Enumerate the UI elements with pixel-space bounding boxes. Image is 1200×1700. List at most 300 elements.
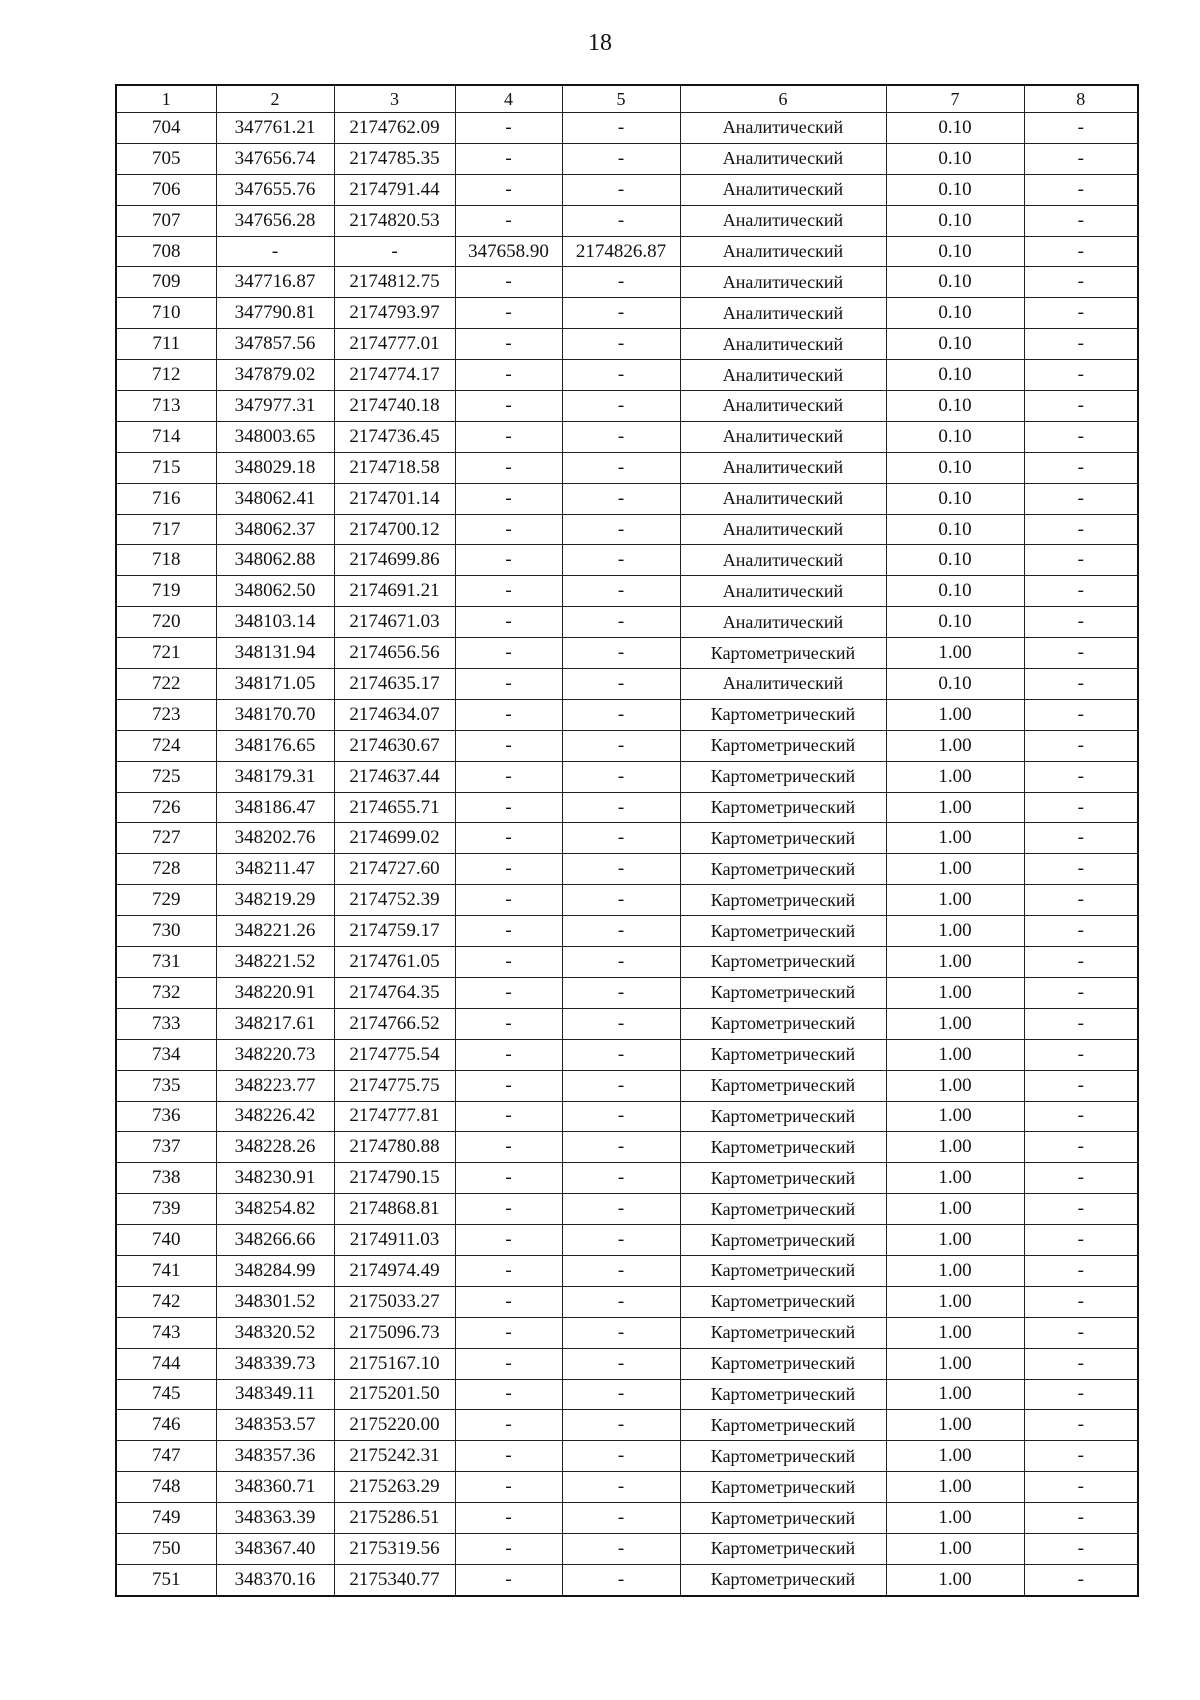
table-cell-col-1: 733 xyxy=(116,1008,216,1039)
table-cell-col-8: - xyxy=(1024,143,1138,174)
table-cell-col-2: 348220.73 xyxy=(216,1039,334,1070)
table-cell-col-8: - xyxy=(1024,916,1138,947)
table-cell-col-7: 1.00 xyxy=(886,1379,1024,1410)
table-cell-col-4: - xyxy=(455,421,562,452)
table-row xyxy=(116,977,1138,1008)
table-cell-col-2: 348062.88 xyxy=(216,545,334,576)
table-cell-col-4: - xyxy=(455,977,562,1008)
table-cell-col-5: - xyxy=(562,977,680,1008)
table-cell-col-1: 718 xyxy=(116,545,216,576)
table-cell-col-2: 348226.42 xyxy=(216,1101,334,1132)
table-cell-col-3: 2174775.75 xyxy=(334,1070,455,1101)
table-cell-col-4: - xyxy=(455,1255,562,1286)
table-cell-col-2: 348339.73 xyxy=(216,1348,334,1379)
table-cell-col-3: 2174699.02 xyxy=(334,823,455,854)
table-row xyxy=(116,1410,1138,1441)
table-cell-col-3: 2174911.03 xyxy=(334,1225,455,1256)
table-cell-col-7: 0.10 xyxy=(886,483,1024,514)
table-cell-col-8: - xyxy=(1024,1039,1138,1070)
table-cell-col-4: - xyxy=(455,1348,562,1379)
table-row xyxy=(116,1379,1138,1410)
table-cell-col-2: 348003.65 xyxy=(216,421,334,452)
table-cell-col-4: - xyxy=(455,174,562,205)
table-cell-col-2: 347977.31 xyxy=(216,391,334,422)
table-row xyxy=(116,452,1138,483)
table-cell-col-6: Аналитический xyxy=(680,236,886,267)
table-cell-col-3: 2174766.52 xyxy=(334,1008,455,1039)
table-cell-col-1: 710 xyxy=(116,298,216,329)
table-cell-col-2: 348353.57 xyxy=(216,1410,334,1441)
table-cell-col-1: 716 xyxy=(116,483,216,514)
table-cell-col-1: 746 xyxy=(116,1410,216,1441)
table-cell-col-2: 348217.61 xyxy=(216,1008,334,1039)
table-cell-col-5: - xyxy=(562,452,680,483)
table-cell-col-6: Картометрический xyxy=(680,1132,886,1163)
table-cell-col-4: - xyxy=(455,1008,562,1039)
table-cell-col-3: 2174700.12 xyxy=(334,514,455,545)
table-cell-col-7: 1.00 xyxy=(886,1472,1024,1503)
table-cell-col-4: - xyxy=(455,1533,562,1564)
table-cell-col-5: - xyxy=(562,576,680,607)
table-cell-col-2: 347790.81 xyxy=(216,298,334,329)
table-cell-col-1: 747 xyxy=(116,1441,216,1472)
table-cell-col-1: 735 xyxy=(116,1070,216,1101)
table-cell-col-8: - xyxy=(1024,761,1138,792)
table-cell-col-6: Картометрический xyxy=(680,792,886,823)
table-cell-col-1: 730 xyxy=(116,916,216,947)
table-body xyxy=(116,113,1138,1596)
column-header-7: 7 xyxy=(886,85,1024,113)
table-cell-col-8: - xyxy=(1024,607,1138,638)
table-cell-col-8: - xyxy=(1024,452,1138,483)
table-cell-col-6: Аналитический xyxy=(680,576,886,607)
table-cell-col-8: - xyxy=(1024,1564,1138,1595)
table-row xyxy=(116,607,1138,638)
table-cell-col-2: 348228.26 xyxy=(216,1132,334,1163)
table-row xyxy=(116,1039,1138,1070)
table-cell-col-4: - xyxy=(455,1194,562,1225)
table-cell-col-8: - xyxy=(1024,113,1138,144)
table-cell-col-1: 749 xyxy=(116,1503,216,1534)
table-cell-col-4: - xyxy=(455,607,562,638)
table-cell-col-2: 348179.31 xyxy=(216,761,334,792)
table-cell-col-8: - xyxy=(1024,1533,1138,1564)
table-cell-col-7: 1.00 xyxy=(886,1317,1024,1348)
table-cell-col-5: - xyxy=(562,267,680,298)
table-cell-col-3: 2174820.53 xyxy=(334,205,455,236)
column-header-2: 2 xyxy=(216,85,334,113)
table-cell-col-7: 1.00 xyxy=(886,1194,1024,1225)
table-cell-col-8: - xyxy=(1024,1503,1138,1534)
table-cell-col-8: - xyxy=(1024,421,1138,452)
table-cell-col-4: - xyxy=(455,638,562,669)
table-cell-col-7: 1.00 xyxy=(886,1070,1024,1101)
table-cell-col-2: 348219.29 xyxy=(216,885,334,916)
table-cell-col-1: 717 xyxy=(116,514,216,545)
table-cell-col-2: 348211.47 xyxy=(216,854,334,885)
table-cell-col-1: 724 xyxy=(116,730,216,761)
table-cell-col-4: - xyxy=(455,1132,562,1163)
table-cell-col-8: - xyxy=(1024,1317,1138,1348)
table-cell-col-1: 738 xyxy=(116,1163,216,1194)
table-cell-col-5: - xyxy=(562,205,680,236)
table-cell-col-1: 734 xyxy=(116,1039,216,1070)
table-cell-col-7: 0.10 xyxy=(886,143,1024,174)
table-cell-col-5: - xyxy=(562,1379,680,1410)
column-header-8: 8 xyxy=(1024,85,1138,113)
table-cell-col-1: 706 xyxy=(116,174,216,205)
table-cell-col-1: 705 xyxy=(116,143,216,174)
table-cell-col-3: 2175340.77 xyxy=(334,1564,455,1595)
table-cell-col-2: 348301.52 xyxy=(216,1286,334,1317)
table-cell-col-8: - xyxy=(1024,1225,1138,1256)
table-cell-col-7: 0.10 xyxy=(886,236,1024,267)
table-cell-col-5: - xyxy=(562,143,680,174)
table-row xyxy=(116,113,1138,144)
table-cell-col-2: 348320.52 xyxy=(216,1317,334,1348)
table-cell-col-7: 1.00 xyxy=(886,854,1024,885)
table-cell-col-2: 347857.56 xyxy=(216,329,334,360)
table-cell-col-5: - xyxy=(562,823,680,854)
table-cell-col-3: 2174635.17 xyxy=(334,669,455,700)
table-cell-col-1: 731 xyxy=(116,947,216,978)
table-cell-col-3: 2175096.73 xyxy=(334,1317,455,1348)
table-cell-col-2: 347655.76 xyxy=(216,174,334,205)
table-cell-col-7: 0.10 xyxy=(886,391,1024,422)
table-row xyxy=(116,885,1138,916)
table-cell-col-2: 348254.82 xyxy=(216,1194,334,1225)
table-cell-col-4: - xyxy=(455,360,562,391)
table-cell-col-4: - xyxy=(455,1410,562,1441)
table-cell-col-3: 2174701.14 xyxy=(334,483,455,514)
table-cell-col-8: - xyxy=(1024,1379,1138,1410)
table-cell-col-3: 2174777.81 xyxy=(334,1101,455,1132)
table-row xyxy=(116,143,1138,174)
table-cell-col-7: 1.00 xyxy=(886,792,1024,823)
table-cell-col-5: - xyxy=(562,1286,680,1317)
table-cell-col-3: 2174812.75 xyxy=(334,267,455,298)
table-cell-col-1: 719 xyxy=(116,576,216,607)
table-cell-col-6: Картометрический xyxy=(680,885,886,916)
table-cell-col-2: 348103.14 xyxy=(216,607,334,638)
table-cell-col-5: - xyxy=(562,607,680,638)
table-cell-col-3: 2175167.10 xyxy=(334,1348,455,1379)
table-cell-col-6: Картометрический xyxy=(680,947,886,978)
table-row xyxy=(116,360,1138,391)
table-cell-col-4: - xyxy=(455,1317,562,1348)
table-cell-col-8: - xyxy=(1024,576,1138,607)
table-row xyxy=(116,1101,1138,1132)
table-cell-col-7: 0.10 xyxy=(886,174,1024,205)
table-row xyxy=(116,329,1138,360)
table-cell-col-7: 0.10 xyxy=(886,545,1024,576)
table-cell-col-5: - xyxy=(562,1163,680,1194)
table-cell-col-4: - xyxy=(455,1286,562,1317)
table-cell-col-7: 1.00 xyxy=(886,638,1024,669)
table-cell-col-5: - xyxy=(562,1255,680,1286)
table-cell-col-7: 0.10 xyxy=(886,421,1024,452)
table-cell-col-4: - xyxy=(455,452,562,483)
table-cell-col-1: 739 xyxy=(116,1194,216,1225)
table-cell-col-5: - xyxy=(562,1101,680,1132)
table-cell-col-4: - xyxy=(455,1503,562,1534)
table-cell-col-4: - xyxy=(455,143,562,174)
table-cell-col-3: 2174699.86 xyxy=(334,545,455,576)
table-cell-col-3: 2174790.15 xyxy=(334,1163,455,1194)
table-cell-col-7: 1.00 xyxy=(886,730,1024,761)
table-cell-col-8: - xyxy=(1024,1194,1138,1225)
table-cell-col-3: 2174655.71 xyxy=(334,792,455,823)
table-cell-col-2: 348062.41 xyxy=(216,483,334,514)
table-row xyxy=(116,823,1138,854)
table-cell-col-2: 347879.02 xyxy=(216,360,334,391)
table-cell-col-4: - xyxy=(455,1163,562,1194)
table-cell-col-6: Картометрический xyxy=(680,1225,886,1256)
table-cell-col-4: - xyxy=(455,1101,562,1132)
table-row xyxy=(116,761,1138,792)
table-cell-col-5: - xyxy=(562,1070,680,1101)
table-row xyxy=(116,1441,1138,1472)
table-cell-col-7: 1.00 xyxy=(886,1286,1024,1317)
table-cell-col-1: 712 xyxy=(116,360,216,391)
table-cell-col-8: - xyxy=(1024,205,1138,236)
table-cell-col-6: Аналитический xyxy=(680,514,886,545)
table-cell-col-2: 348062.50 xyxy=(216,576,334,607)
table-cell-col-8: - xyxy=(1024,236,1138,267)
table-cell-col-3: 2174762.09 xyxy=(334,113,455,144)
table-row xyxy=(116,514,1138,545)
table-cell-col-5: - xyxy=(562,298,680,329)
table-cell-col-7: 1.00 xyxy=(886,885,1024,916)
table-cell-col-6: Аналитический xyxy=(680,205,886,236)
table-row xyxy=(116,1163,1138,1194)
table-cell-col-6: Картометрический xyxy=(680,1441,886,1472)
table-cell-col-3: 2174727.60 xyxy=(334,854,455,885)
table-cell-col-4: - xyxy=(455,1225,562,1256)
table-cell-col-2: 348367.40 xyxy=(216,1533,334,1564)
table-cell-col-1: 708 xyxy=(116,236,216,267)
table-cell-col-6: Аналитический xyxy=(680,545,886,576)
table-cell-col-4: - xyxy=(455,113,562,144)
table-cell-col-8: - xyxy=(1024,1132,1138,1163)
table-row xyxy=(116,1286,1138,1317)
table-cell-col-7: 1.00 xyxy=(886,699,1024,730)
table-cell-col-3: 2174630.67 xyxy=(334,730,455,761)
table-cell-col-3: 2174793.97 xyxy=(334,298,455,329)
table-cell-col-2: 348171.05 xyxy=(216,669,334,700)
table-cell-col-7: 0.10 xyxy=(886,360,1024,391)
table-cell-col-1: 713 xyxy=(116,391,216,422)
column-header-4: 4 xyxy=(455,85,562,113)
table-cell-col-7: 1.00 xyxy=(886,916,1024,947)
table-cell-col-6: Картометрический xyxy=(680,699,886,730)
table-cell-col-6: Картометрический xyxy=(680,730,886,761)
table-cell-col-1: 743 xyxy=(116,1317,216,1348)
table-cell-col-8: - xyxy=(1024,267,1138,298)
table-cell-col-4: - xyxy=(455,761,562,792)
table-cell-col-5: - xyxy=(562,885,680,916)
table-cell-col-2: 348284.99 xyxy=(216,1255,334,1286)
table-cell-col-6: Картометрический xyxy=(680,638,886,669)
table-cell-col-6: Картометрический xyxy=(680,761,886,792)
table-cell-col-5: - xyxy=(562,174,680,205)
table-row xyxy=(116,1564,1138,1595)
table-cell-col-4: - xyxy=(455,267,562,298)
table-cell-col-1: 744 xyxy=(116,1348,216,1379)
table-cell-col-5: - xyxy=(562,1348,680,1379)
table-cell-col-4: - xyxy=(455,205,562,236)
table-cell-col-4: - xyxy=(455,514,562,545)
table-cell-col-3: 2174868.81 xyxy=(334,1194,455,1225)
table-row xyxy=(116,1132,1138,1163)
table-cell-col-8: - xyxy=(1024,885,1138,916)
table-cell-col-7: 0.10 xyxy=(886,267,1024,298)
table-cell-col-8: - xyxy=(1024,792,1138,823)
table-cell-col-6: Аналитический xyxy=(680,174,886,205)
table-cell-col-6: Картометрический xyxy=(680,1564,886,1595)
table-cell-col-5: 2174826.87 xyxy=(562,236,680,267)
table-cell-col-5: - xyxy=(562,483,680,514)
table-cell-col-4: - xyxy=(455,699,562,730)
table-cell-col-7: 1.00 xyxy=(886,1410,1024,1441)
column-header-3: 3 xyxy=(334,85,455,113)
table-cell-col-8: - xyxy=(1024,483,1138,514)
table-cell-col-1: 723 xyxy=(116,699,216,730)
table-cell-col-7: 1.00 xyxy=(886,1255,1024,1286)
table-row xyxy=(116,391,1138,422)
table-cell-col-8: - xyxy=(1024,669,1138,700)
table-cell-col-2: 347716.87 xyxy=(216,267,334,298)
table-row xyxy=(116,267,1138,298)
table-cell-col-6: Аналитический xyxy=(680,669,886,700)
table-cell-col-8: - xyxy=(1024,1286,1138,1317)
table-cell-col-7: 0.10 xyxy=(886,514,1024,545)
table-cell-col-5: - xyxy=(562,669,680,700)
table-row xyxy=(116,236,1138,267)
table-cell-col-2: 348349.11 xyxy=(216,1379,334,1410)
table-cell-col-5: - xyxy=(562,1225,680,1256)
table-cell-col-3: 2174634.07 xyxy=(334,699,455,730)
table-cell-col-3: 2174774.17 xyxy=(334,360,455,391)
table-cell-col-7: 1.00 xyxy=(886,1039,1024,1070)
table-cell-col-4: - xyxy=(455,391,562,422)
table-cell-col-6: Аналитический xyxy=(680,298,886,329)
table-cell-col-3: 2175033.27 xyxy=(334,1286,455,1317)
table-cell-col-5: - xyxy=(562,916,680,947)
table-cell-col-8: - xyxy=(1024,545,1138,576)
table-row xyxy=(116,638,1138,669)
table-cell-col-3: 2174718.58 xyxy=(334,452,455,483)
table-cell-col-6: Картометрический xyxy=(680,1533,886,1564)
table-cell-col-8: - xyxy=(1024,699,1138,730)
table-cell-col-3: 2174785.35 xyxy=(334,143,455,174)
table-cell-col-3: 2174780.88 xyxy=(334,1132,455,1163)
table-cell-col-7: 0.10 xyxy=(886,205,1024,236)
table-cell-col-2: 348062.37 xyxy=(216,514,334,545)
table-cell-col-5: - xyxy=(562,1564,680,1595)
table-cell-col-4: - xyxy=(455,823,562,854)
table-cell-col-3: - xyxy=(334,236,455,267)
table-cell-col-8: - xyxy=(1024,1410,1138,1441)
table-cell-col-2: 348230.91 xyxy=(216,1163,334,1194)
table-cell-col-8: - xyxy=(1024,360,1138,391)
table-cell-col-5: - xyxy=(562,1132,680,1163)
column-header-1: 1 xyxy=(116,85,216,113)
table-cell-col-8: - xyxy=(1024,1070,1138,1101)
table-cell-col-5: - xyxy=(562,113,680,144)
table-cell-col-5: - xyxy=(562,545,680,576)
table-cell-col-3: 2174740.18 xyxy=(334,391,455,422)
table-cell-col-8: - xyxy=(1024,730,1138,761)
table-cell-col-7: 0.10 xyxy=(886,298,1024,329)
table-cell-col-8: - xyxy=(1024,298,1138,329)
table-cell-col-6: Картометрический xyxy=(680,1286,886,1317)
table-row xyxy=(116,1008,1138,1039)
table-cell-col-5: - xyxy=(562,854,680,885)
table-row xyxy=(116,699,1138,730)
table-cell-col-2: 348223.77 xyxy=(216,1070,334,1101)
table-cell-col-5: - xyxy=(562,1472,680,1503)
table-cell-col-1: 736 xyxy=(116,1101,216,1132)
table-row xyxy=(116,1255,1138,1286)
table-cell-col-8: - xyxy=(1024,854,1138,885)
table-cell-col-4: - xyxy=(455,298,562,329)
table-cell-col-3: 2175263.29 xyxy=(334,1472,455,1503)
table-row xyxy=(116,1503,1138,1534)
table-row xyxy=(116,1533,1138,1564)
table-cell-col-8: - xyxy=(1024,391,1138,422)
table-cell-col-1: 748 xyxy=(116,1472,216,1503)
table-row xyxy=(116,576,1138,607)
table-cell-col-4: - xyxy=(455,483,562,514)
table-cell-col-7: 1.00 xyxy=(886,1225,1024,1256)
table-cell-col-1: 711 xyxy=(116,329,216,360)
table-cell-col-1: 714 xyxy=(116,421,216,452)
table-cell-col-5: - xyxy=(562,1441,680,1472)
table-cell-col-1: 750 xyxy=(116,1533,216,1564)
table-cell-col-5: - xyxy=(562,947,680,978)
table-cell-col-7: 1.00 xyxy=(886,1564,1024,1595)
table-cell-col-3: 2175319.56 xyxy=(334,1533,455,1564)
table-row xyxy=(116,1070,1138,1101)
table-cell-col-4: - xyxy=(455,1472,562,1503)
table-cell-col-7: 1.00 xyxy=(886,947,1024,978)
table-cell-col-2: 348370.16 xyxy=(216,1564,334,1595)
table-cell-col-3: 2174691.21 xyxy=(334,576,455,607)
column-header-5: 5 xyxy=(562,85,680,113)
table-cell-col-1: 715 xyxy=(116,452,216,483)
table-cell-col-7: 1.00 xyxy=(886,1503,1024,1534)
table-cell-col-6: Картометрический xyxy=(680,916,886,947)
table-cell-col-3: 2175242.31 xyxy=(334,1441,455,1472)
table-cell-col-7: 1.00 xyxy=(886,1348,1024,1379)
table-cell-col-3: 2174656.56 xyxy=(334,638,455,669)
table-cell-col-6: Аналитический xyxy=(680,391,886,422)
table-cell-col-6: Картометрический xyxy=(680,1163,886,1194)
table-cell-col-3: 2174764.35 xyxy=(334,977,455,1008)
table-row xyxy=(116,1472,1138,1503)
table-cell-col-6: Аналитический xyxy=(680,143,886,174)
table-cell-col-7: 1.00 xyxy=(886,1132,1024,1163)
table-cell-col-8: - xyxy=(1024,514,1138,545)
table-cell-col-2: 348220.91 xyxy=(216,977,334,1008)
table-cell-col-6: Аналитический xyxy=(680,607,886,638)
table-cell-col-7: 1.00 xyxy=(886,1163,1024,1194)
table-cell-col-8: - xyxy=(1024,174,1138,205)
table-row xyxy=(116,916,1138,947)
table-cell-col-1: 732 xyxy=(116,977,216,1008)
table-row xyxy=(116,483,1138,514)
